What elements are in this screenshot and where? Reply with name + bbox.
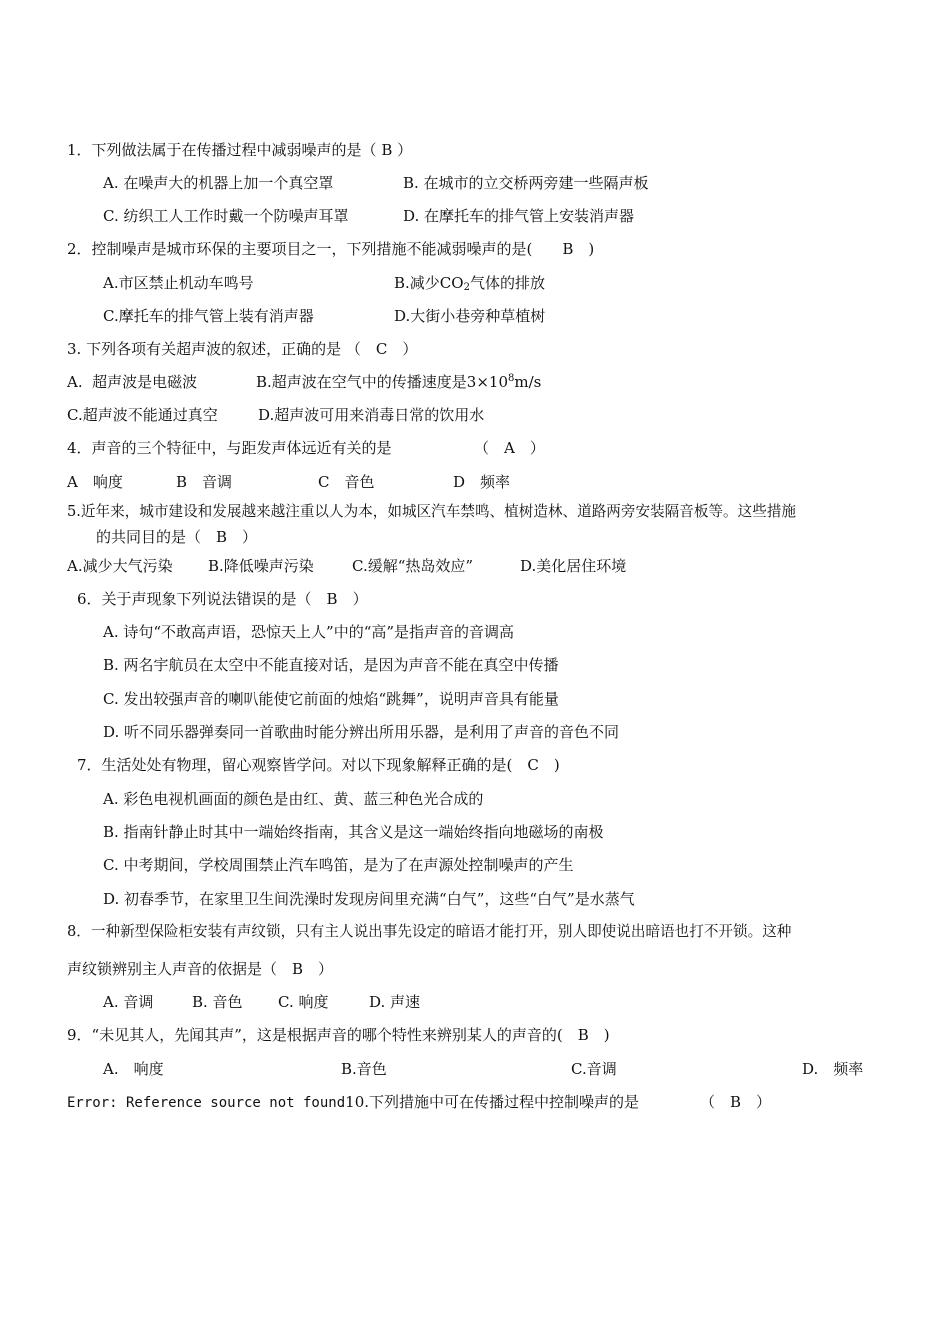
q3-option-d: D.超声波可用来消毒日常的饮用水 — [258, 406, 485, 424]
q7-option-a: A. 彩色电视机画面的颜色是由红、黄、蓝三种色光合成的 — [103, 790, 484, 808]
q7-stem: 7．生活处处有物理，留心观察皆学问。对以下现象解释正确的是( C ) — [77, 756, 560, 774]
q4-option-b: B 音调 — [176, 473, 233, 491]
q6-option-a: A. 诗句“不敢高声语，恐惊天上人”中的“高”是指声音的音调高 — [103, 623, 515, 641]
q8-option-b: B. 音色 — [192, 993, 243, 1011]
q10-stem: 10.下列措施中可在传播过程中控制噪声的是 — [345, 1093, 640, 1111]
q6-option-d: D. 听不同乐器弹奏同一首歌曲时能分辨出所用乐器，是利用了声音的音色不同 — [103, 723, 620, 741]
q5-option-a: A.减少大气污染 — [67, 557, 173, 575]
q9-option-b: B.音色 — [341, 1060, 387, 1078]
q3-stem: 3. 下列各项有关超声波的叙述，正确的是 （ C ） — [67, 340, 418, 358]
q2-option-a: A.市区禁止机动车鸣号 — [103, 274, 254, 292]
q3-option-b-superscript: 8 — [508, 373, 515, 384]
q5-stem-line1: 5.近年来，城市建设和发展越来越注重以人为本，如城区汽车禁鸣、植树造林、道路两旁安装隔音板等。这些措施 — [67, 503, 797, 520]
q2-option-b-subscript: 2 — [463, 282, 470, 293]
reference-error-text: Error: Reference source not found — [67, 1095, 346, 1111]
q7-option-b: B. 指南针静止时其中一端始终指南，其含义是这一端始终指向地磁场的南极 — [103, 823, 604, 841]
q2-option-b-pre: B.减少CO — [394, 274, 464, 292]
q2-option-d: D.大街小巷旁种草植树 — [394, 307, 546, 325]
q5-option-b: B.降低噪声污染 — [208, 557, 314, 575]
q10-line — [67, 1092, 639, 1113]
q9-option-a: A. 响度 — [103, 1060, 164, 1078]
q6-option-c: C. 发出较强声音的喇叭能使它前面的烛焰“跳舞”，说明声音具有能量 — [103, 690, 559, 708]
q4-option-c: C 音色 — [318, 473, 375, 491]
q3-option-b — [256, 372, 541, 392]
q2-option-b-post: 气体的排放 — [469, 274, 545, 292]
q4-option-a: A 响度 — [67, 473, 123, 491]
q1-stem: 1．下列做法属于在传播过程中减弱噪声的是（ B ） — [67, 141, 413, 159]
q10-answer: （ B ） — [700, 1093, 772, 1111]
q3-option-c: C.超声波不能通过真空 — [67, 406, 218, 424]
q4-stem: 4．声音的三个特征中，与距发声体远近有关的是 — [67, 439, 392, 457]
q1-option-b: B. 在城市的立交桥两旁建一些隔声板 — [403, 174, 649, 192]
q6-stem: 6．关于声现象下列说法错误的是（ B ） — [77, 590, 368, 608]
q9-option-c: C.音调 — [571, 1060, 617, 1078]
q1-option-d: D. 在摩托车的排气管上安装消声器 — [403, 207, 635, 225]
q4-option-d: D 频率 — [453, 473, 511, 491]
q9-option-d: D. 频率 — [802, 1060, 864, 1078]
q5-option-c: C.缓解“热岛效应” — [352, 557, 474, 575]
q8-option-d: D. 声速 — [369, 993, 421, 1011]
q8-option-a: A. 音调 — [103, 993, 154, 1011]
q7-option-d: D. 初春季节，在家里卫生间洗澡时发现房间里充满“白气”，这些“白气”是水蒸气 — [103, 890, 635, 908]
q8-stem-line1: 8．一种新型保险柜安装有声纹锁，只有主人说出事先设定的暗语才能打开，别人即使说出暗语也打不开锁。这种 — [67, 923, 792, 940]
q5-stem-line2: 的共同目的是（ B ） — [96, 528, 258, 546]
q5-option-d: D.美化居住环境 — [520, 557, 627, 575]
q9-stem: 9．“未见其人，先闻其声”，这是根据声音的哪个特性来辨别某人的声音的( B ) — [67, 1026, 610, 1044]
q4-answer: （ A ） — [474, 439, 545, 457]
q6-option-b: B. 两名宇航员在太空中不能直接对话，是因为声音不能在真空中传播 — [103, 656, 559, 674]
q2-stem: 2．控制噪声是城市环保的主要项目之一，下列措施不能减弱噪声的是( B ) — [67, 240, 595, 258]
q8-stem-line2: 声纹锁辨别主人声音的依据是（ B ） — [67, 960, 334, 978]
q3-option-b-pre: B.超声波在空气中的传播速度是3×10 — [256, 373, 508, 391]
q2-option-b — [394, 273, 545, 293]
q8-option-c: C. 响度 — [278, 993, 329, 1011]
q3-option-b-post: m/s — [514, 373, 542, 391]
q1-option-a: A. 在噪声大的机器上加一个真空罩 — [103, 174, 334, 192]
q7-option-c: C. 中考期间，学校周围禁止汽车鸣笛，是为了在声源处控制噪声的产生 — [103, 856, 574, 874]
q3-option-a: A. 超声波是电磁波 — [67, 373, 198, 391]
q1-option-c: C. 纺织工人工作时戴一个防噪声耳罩 — [103, 207, 349, 225]
q2-option-c: C.摩托车的排气管上装有消声器 — [103, 307, 314, 325]
